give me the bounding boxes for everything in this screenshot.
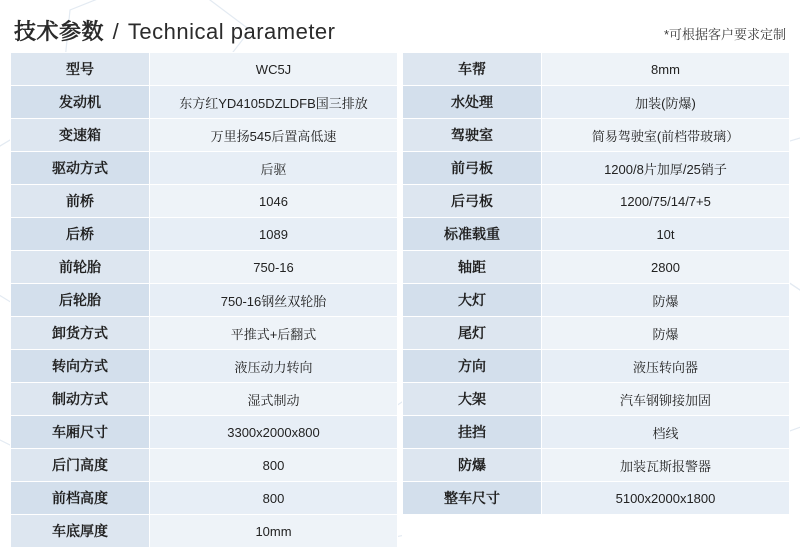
row-label: 车底厚度 xyxy=(11,515,150,548)
row-value: 1200/8片加厚/25销子 xyxy=(542,152,790,185)
row-label: 变速箱 xyxy=(11,119,150,152)
table-row xyxy=(11,152,398,185)
row-label: 大架 xyxy=(403,383,542,416)
table-row xyxy=(403,86,790,119)
header xyxy=(8,10,792,52)
row-value: 1046 xyxy=(150,185,398,218)
row-value: 8mm xyxy=(542,53,790,86)
table-row xyxy=(11,251,398,284)
table-row xyxy=(11,383,398,416)
row-label: 车帮 xyxy=(403,53,542,86)
row-label: 制动方式 xyxy=(11,383,150,416)
table-row xyxy=(11,218,398,251)
row-value: 750-16 xyxy=(150,251,398,284)
page-title-cn: 技术参数 xyxy=(14,19,105,44)
row-label: 前桥 xyxy=(11,185,150,218)
row-value: 平推式+后翻式 xyxy=(150,317,398,350)
row-value: 5100x2000x1800 xyxy=(542,482,790,515)
table-row xyxy=(11,449,398,482)
table-row xyxy=(403,251,790,284)
left-spec-table xyxy=(10,52,398,548)
row-value: 加装(防爆) xyxy=(542,86,790,119)
row-label: 方向 xyxy=(403,350,542,383)
right-spec-table xyxy=(402,52,790,548)
row-value: WC5J xyxy=(150,53,398,86)
table-row xyxy=(403,317,790,350)
table-row xyxy=(403,284,790,317)
table-row xyxy=(403,218,790,251)
row-value: 800 xyxy=(150,482,398,515)
row-value: 万里扬545后置高低速 xyxy=(150,119,398,152)
row-label: 后轮胎 xyxy=(11,284,150,317)
row-label: 车厢尺寸 xyxy=(11,416,150,449)
table-row xyxy=(403,152,790,185)
row-value: 1089 xyxy=(150,218,398,251)
table-row xyxy=(11,416,398,449)
row-value: 防爆 xyxy=(542,317,790,350)
table-row xyxy=(403,383,790,416)
table-row xyxy=(403,416,790,449)
table-row xyxy=(11,53,398,86)
row-label: 转向方式 xyxy=(11,350,150,383)
row-value: 1200/75/14/7+5 xyxy=(542,185,790,218)
row-label: 大灯 xyxy=(403,284,542,317)
row-value: 750-16钢丝双轮胎 xyxy=(150,284,398,317)
row-value: 东方红YD4105DZLDFB国三排放 xyxy=(150,86,398,119)
row-label: 前档高度 xyxy=(11,482,150,515)
row-value: 10mm xyxy=(150,515,398,548)
row-value: 档线 xyxy=(542,416,790,449)
table-row xyxy=(11,86,398,119)
row-label: 尾灯 xyxy=(403,317,542,350)
row-value: 3300x2000x800 xyxy=(150,416,398,449)
right-spec-table-body xyxy=(403,53,790,548)
row-value: 2800 xyxy=(542,251,790,284)
table-row xyxy=(403,119,790,152)
row-label: 型号 xyxy=(11,53,150,86)
table-row xyxy=(403,482,790,515)
row-label: 标准载重 xyxy=(403,218,542,251)
row-value: 汽车钢铆接加固 xyxy=(542,383,790,416)
row-label: 整车尺寸 xyxy=(403,482,542,515)
table-row xyxy=(11,350,398,383)
row-label: 前轮胎 xyxy=(11,251,150,284)
row-label: 卸货方式 xyxy=(11,317,150,350)
table-row xyxy=(403,53,790,86)
row-value: 液压动力转向 xyxy=(150,350,398,383)
row-value: 800 xyxy=(150,449,398,482)
row-value: 后驱 xyxy=(150,152,398,185)
spec-tables xyxy=(8,52,792,548)
row-label: 发动机 xyxy=(11,86,150,119)
row-value: 湿式制动 xyxy=(150,383,398,416)
table-row xyxy=(11,482,398,515)
row-label: 驱动方式 xyxy=(11,152,150,185)
row-label: 前弓板 xyxy=(403,152,542,185)
table-row xyxy=(403,185,790,218)
row-label: 挂挡 xyxy=(403,416,542,449)
page-title-en: Technical parameter xyxy=(127,19,336,44)
row-label: 驾驶室 xyxy=(403,119,542,152)
row-label: 水处理 xyxy=(403,86,542,119)
row-label: 后门高度 xyxy=(11,449,150,482)
left-spec-table-body xyxy=(11,53,398,548)
row-label: 后弓板 xyxy=(403,185,542,218)
row-value: 10t xyxy=(542,218,790,251)
table-row xyxy=(403,449,790,482)
table-row xyxy=(11,284,398,317)
page-title xyxy=(14,15,336,46)
row-label: 后桥 xyxy=(11,218,150,251)
row-value: 液压转向器 xyxy=(542,350,790,383)
page-title-separator: / xyxy=(112,19,120,44)
row-label: 防爆 xyxy=(403,449,542,482)
table-row xyxy=(11,119,398,152)
row-value: 简易驾驶室(前档带玻璃） xyxy=(542,119,790,152)
table-row xyxy=(403,350,790,383)
row-value: 防爆 xyxy=(542,284,790,317)
customization-note: *可根据客户要求定制 xyxy=(663,27,786,42)
table-row xyxy=(11,317,398,350)
row-value: 加装瓦斯报警器 xyxy=(542,449,790,482)
row-label: 轴距 xyxy=(403,251,542,284)
table-row xyxy=(11,185,398,218)
